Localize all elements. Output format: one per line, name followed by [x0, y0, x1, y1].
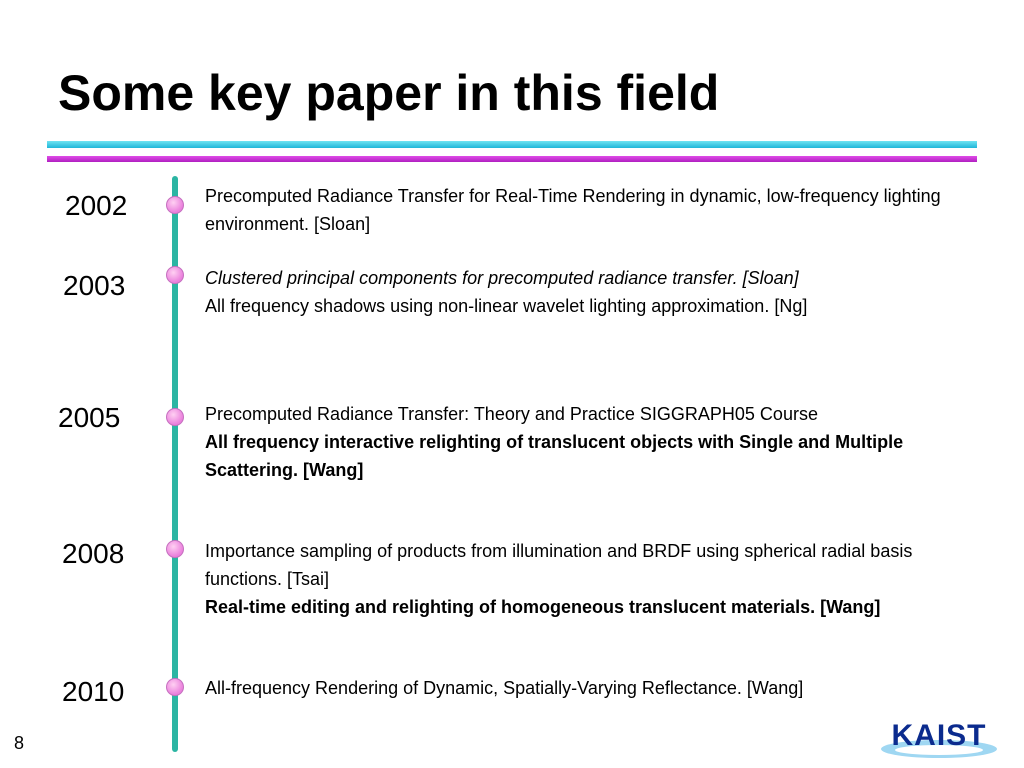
timeline-entry-2002: [205, 182, 965, 238]
paper-title: Real-time editing and relighting of homogeneous translucent materials. [Wang]: [205, 597, 881, 617]
kaist-logo: [878, 712, 1000, 762]
timeline-entry-2005: [205, 400, 965, 484]
paper-title: Clustered principal components for precomputed radiance transfer. [Sloan]: [205, 268, 799, 288]
paper-title: Importance sampling of products from illumination and BRDF using spherical radial basis functions. [Tsai]: [205, 541, 913, 589]
paper-title: Precomputed Radiance Transfer: Theory and Practice SIGGRAPH05 Course: [205, 404, 818, 424]
timeline-entry-2008: [205, 537, 965, 621]
slide-title: Some key paper in this field: [58, 65, 720, 121]
timeline-entry-2010: [205, 674, 965, 702]
year-label-2005: 2005: [58, 402, 121, 433]
paper-title: All frequency interactive relighting of translucent objects with Single and Multiple Scattering. [Wang]: [205, 432, 904, 480]
svg-text:KAIST: KAIST: [891, 719, 987, 752]
timeline-marker: [166, 196, 184, 214]
paper-title: All-frequency Rendering of Dynamic, Spatially-Varying Reflectance. [Wang]: [205, 678, 804, 698]
year-label-2003: 2003: [63, 270, 126, 301]
year-label-2002: 2002: [65, 190, 128, 221]
timeline-marker: [166, 266, 184, 284]
year-label-2008: 2008: [62, 538, 125, 569]
paper-title: All frequency shadows using non-linear wavelet lighting approximation. [Ng]: [205, 296, 808, 316]
timeline-marker: [166, 540, 184, 558]
timeline-marker: [166, 678, 184, 696]
title-underline-magenta: [47, 156, 977, 162]
year-label-2010: 2010: [62, 676, 125, 707]
paper-title: Precomputed Radiance Transfer for Real-Time Rendering in dynamic, low-frequency lighting environment. [Sloan]: [205, 186, 941, 234]
timeline-marker: [166, 408, 184, 426]
timeline-axis: [172, 176, 178, 752]
timeline-entry-2003: [205, 264, 965, 320]
page-number: 8: [14, 733, 25, 753]
title-underline-cyan: [47, 141, 977, 148]
